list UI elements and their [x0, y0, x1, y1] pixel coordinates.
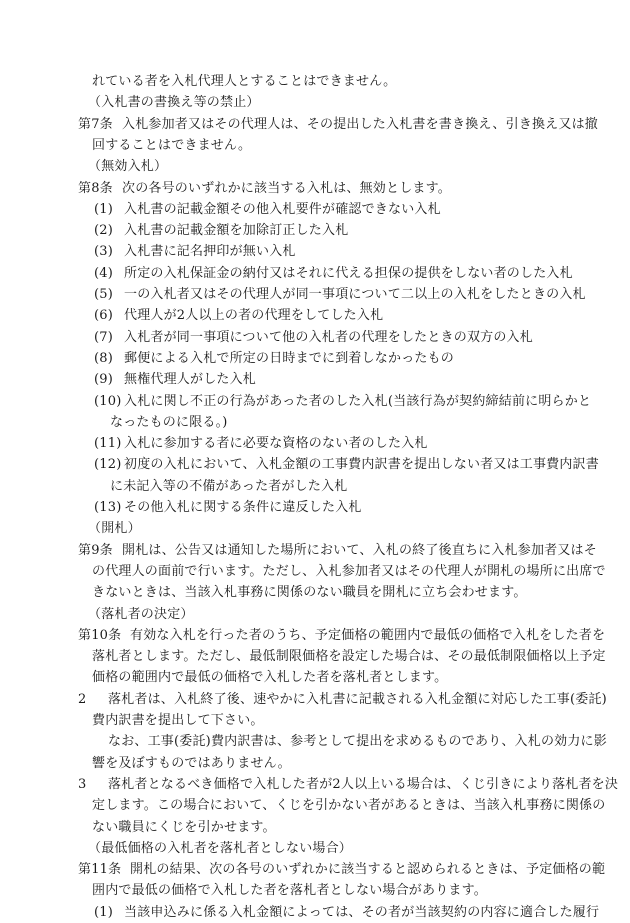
- text-line: [0, 583, 630, 603]
- line-text: 入札に関し不正の行為があった者のした入札(当該行為が契約締結前に明らかと: [124, 393, 592, 409]
- line-text: 所定の入札保証金の納付又はそれに代える担保の提供をしない者のした入札: [124, 265, 573, 281]
- line-text: 入札参加者又はその代理人は、その提出した入札書を書き換え、引き換え又は撤: [122, 116, 598, 132]
- line-text: 初度の入札において、入札金額の工事費内訳書を提出しない者又は工事費内訳書: [124, 457, 599, 473]
- text-line: [0, 434, 630, 454]
- text-line: [0, 413, 630, 433]
- line-text: きないときは、当該入札事務に関係のない職員を開札に立ち会わせます。: [92, 585, 527, 601]
- text-line: [0, 221, 630, 241]
- line-text: の代理人の面前で行います。ただし、入札参加者又はその代理人が開札の場所に出席で: [92, 563, 606, 579]
- text-line: [0, 732, 630, 752]
- item-number: (11): [94, 436, 122, 452]
- line-text: なったものに限る。): [110, 414, 228, 430]
- line-text: 回することはできません。: [92, 137, 252, 153]
- line-text: 当該申込みに係る入札金額によっては、その者が当該契約の内容に適合した履行: [124, 904, 600, 920]
- section-heading: [0, 839, 630, 859]
- text-line: [0, 285, 630, 305]
- line-text: （最低価格の入札者を落札者としない場合）: [88, 840, 353, 856]
- item-number: (7): [94, 329, 114, 345]
- item-number: (10): [94, 393, 122, 409]
- line-text: 囲内で最低の価格で入札した者を落札者としない場合があります。: [92, 883, 487, 899]
- line-text: 落札者は、入札終了後、速やかに入札書に記載される入札金額に対応した工事(委託): [108, 691, 607, 707]
- text-line: [0, 264, 630, 284]
- line-text: 定します。この場合において、くじを引かない者があるときは、当該入札事務に関係の: [92, 798, 606, 814]
- text-line: [0, 541, 630, 561]
- line-text: 価格の範囲内で最低の価格で入札した者を落札者とします。: [92, 670, 448, 686]
- text-line: [0, 711, 630, 731]
- text-line: [0, 818, 630, 838]
- text-line: [0, 754, 630, 774]
- text-line: [0, 455, 630, 475]
- item-number: (2): [94, 223, 114, 239]
- line-text: （入札書の書換え等の禁止）: [88, 95, 260, 111]
- text-line: [0, 626, 630, 646]
- line-text: 郵便による入札で所定の日時までに到着しなかったもの: [124, 350, 455, 366]
- line-text: （開札）: [88, 521, 141, 537]
- line-text: 響を及ぼすものではありません。: [92, 755, 291, 771]
- line-text: （落札者の決定）: [88, 606, 194, 622]
- text-line: [0, 179, 630, 199]
- line-text: 入札書に記名押印が無い入札: [124, 244, 296, 260]
- text-line: [0, 200, 630, 220]
- line-text: 入札者が同一事項について他の入札者の代理をしたときの双方の入札: [124, 329, 533, 345]
- text-line: [0, 668, 630, 688]
- text-line: [0, 775, 630, 795]
- line-text: 一の入札者又はその代理人が同一事項について二以上の入札をしたときの入札: [124, 287, 586, 302]
- text-line: [0, 647, 630, 667]
- line-text: 代理人が2人以上の者の代理をしてした入札: [124, 308, 384, 324]
- item-number: (3): [94, 244, 114, 260]
- line-text: 入札書の記載金額を加除訂正した入札: [124, 223, 349, 239]
- line-text: 入札書の記載金額その他入札要件が確認できない入札: [124, 201, 441, 217]
- item-number: (13): [94, 500, 122, 515]
- line-text: 費内訳書を提出して下さい。: [92, 713, 264, 728]
- item-number: (1): [94, 201, 114, 217]
- article-number: 第11条: [78, 862, 122, 878]
- line-text: に未記入等の不備があった者がした入札: [110, 478, 348, 494]
- line-text: 入札に参加する者に必要な資格のない者のした入札: [124, 436, 428, 452]
- article-number: 第7条: [78, 116, 113, 132]
- text-line: [0, 498, 630, 518]
- text-line: [0, 349, 630, 369]
- text-line: [0, 860, 630, 880]
- line-text: 次の各号のいずれかに該当する入札は、無効とします。: [122, 180, 451, 196]
- text-line: [0, 136, 630, 156]
- article-number: 第9条: [78, 542, 113, 558]
- line-text: 落札者とします。ただし、最低制限価格を設定した場合は、その最低制限価格以上予定: [92, 649, 606, 665]
- text-line: [0, 562, 630, 582]
- text-line: [0, 242, 630, 262]
- line-text: 開札は、公告又は通知した場所において、入札の終了後直ちに入札参加者又はそ: [122, 542, 597, 558]
- item-number: (8): [94, 350, 114, 366]
- text-line: [0, 477, 630, 497]
- line-text: 無権代理人がした入札: [124, 372, 257, 388]
- article-number: 第10条: [78, 627, 122, 643]
- text-line: [0, 72, 630, 92]
- text-line: [0, 392, 630, 412]
- line-text: 有効な入札を行った者のうち、予定価格の範囲内で最低の価格で入札をした者を: [130, 627, 606, 643]
- text-line: [0, 370, 630, 390]
- item-number: (4): [94, 265, 114, 281]
- paragraph-number: 3: [78, 776, 87, 792]
- item-number: (1): [94, 904, 114, 920]
- line-text: ない職員にくじを引かせます。: [92, 819, 276, 835]
- line-text: 落札者となるべき価格で入札した者が2人以上いる場合は、くじ引きにより落札者を決: [108, 776, 619, 792]
- line-text: なお、工事(委託)費内訳書は、参考として提出を求めるものであり、入札の効力に影: [108, 734, 607, 750]
- text-line: [0, 903, 630, 923]
- section-heading: [0, 157, 630, 177]
- text-line: [0, 796, 630, 816]
- text-line: [0, 328, 630, 348]
- text-line: [0, 115, 630, 135]
- line-text: （無効入札）: [88, 159, 168, 175]
- article-number: 第8条: [78, 180, 113, 196]
- item-number: (9): [94, 372, 114, 388]
- line-text: 開札の結果、次の各号のいずれかに該当すると認められるときは、予定価格の範: [130, 862, 606, 878]
- section-heading: [0, 93, 630, 113]
- paragraph-number: 2: [78, 691, 87, 707]
- text-line: [0, 306, 630, 326]
- text-line: [0, 690, 630, 710]
- text-line: [0, 881, 630, 901]
- section-heading: [0, 605, 630, 625]
- line-text: れている者を入札代理人とすることはできません。: [92, 74, 397, 89]
- item-number: (6): [94, 308, 114, 324]
- section-heading: [0, 519, 630, 539]
- line-text: その他入札に関する条件に違反した入札: [124, 500, 362, 515]
- item-number: (5): [94, 287, 114, 302]
- item-number: (12): [94, 457, 122, 473]
